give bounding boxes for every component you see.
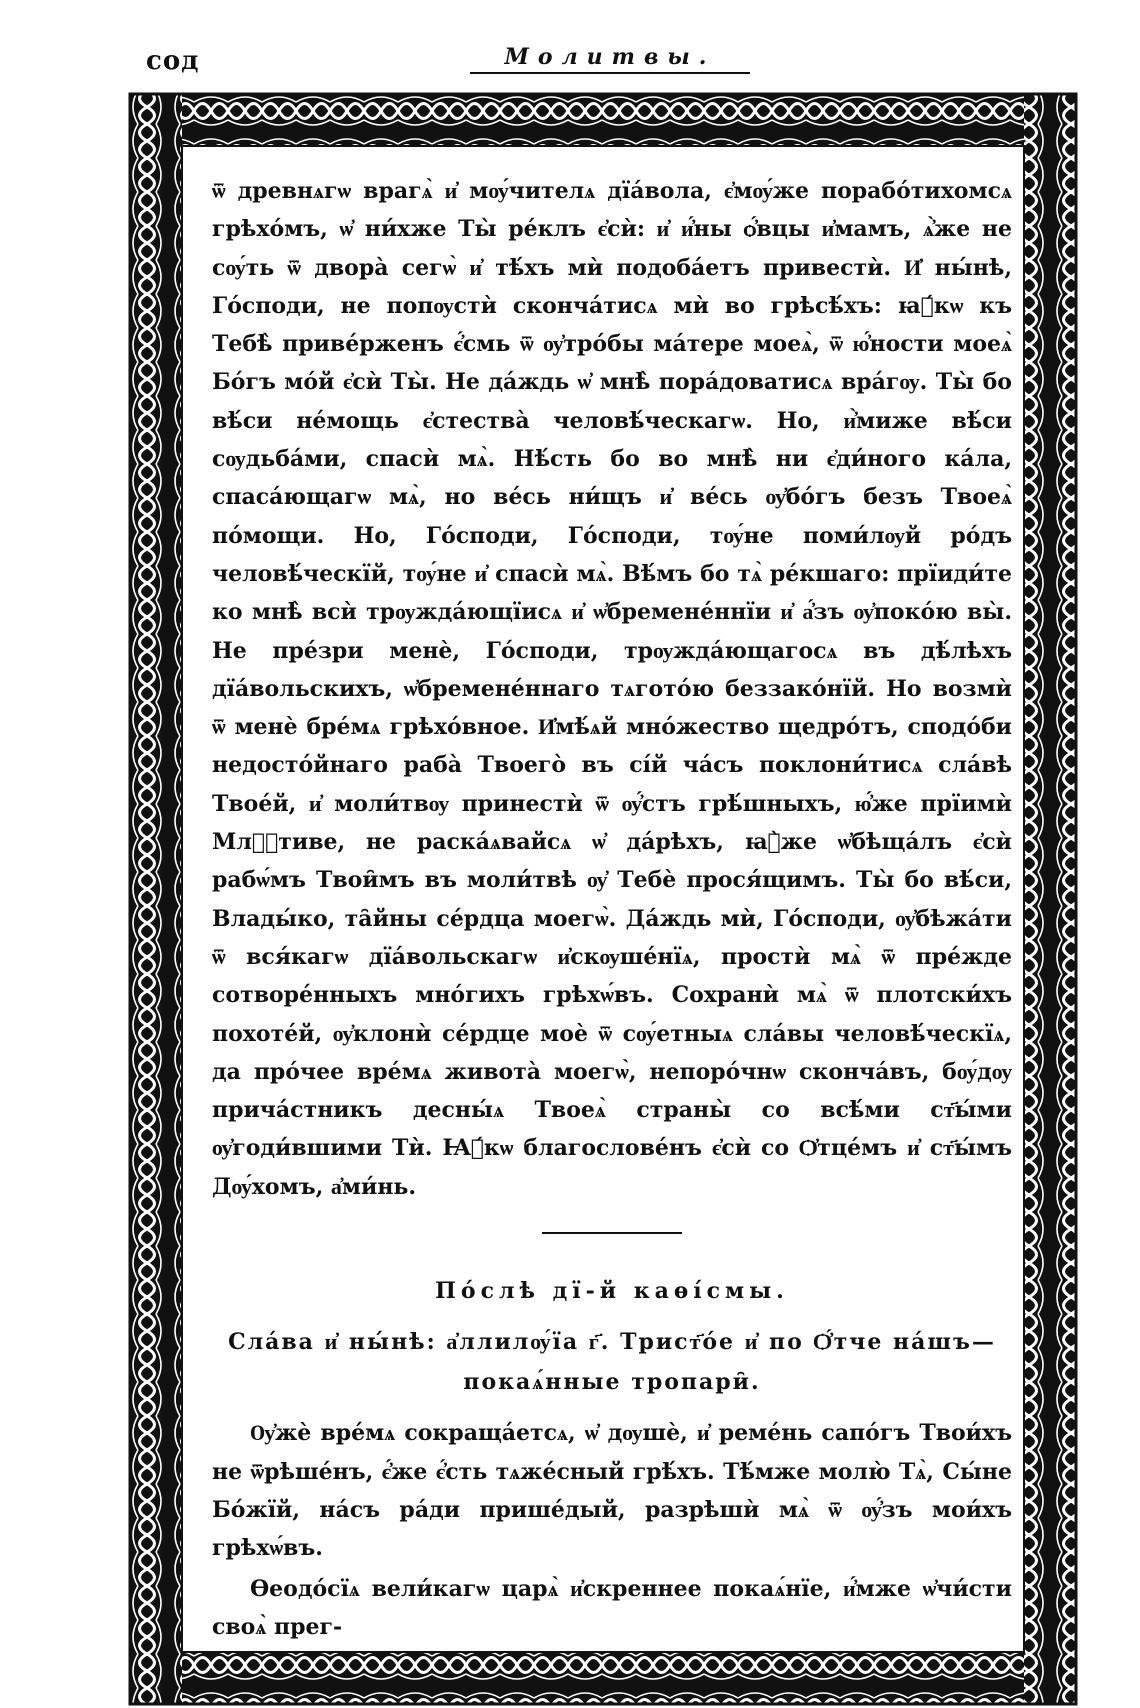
page-number: сод [146, 46, 200, 76]
troparion-2: Ѳеодо́сїѧ вели́кагѡ царѧ̀ и҆скреннее покаѧ́нїе, и҆́мже ѡ҆чи́сти своѧ̀ прег- [212, 1575, 1012, 1640]
running-title: Молитвы. [504, 44, 716, 70]
text-block [212, 172, 1012, 1646]
prayer-text: ѿ древнѧгѡ врагѧ̀ и҆ мѹ́чителѧ дїа́вола, є҆мѹ́же порабо́тихомсѧ грѣхо́мъ, ѡ҆ ни́хже Ты̀ ре́клъ є҆сѝ: и҆ и҆́ны ѻ҆́вцы и҆мамъ, ѧ҆̀же не сѹ́ть ѿ двора̀ сегѡ̀ и҆ тѣ́хъ мѝ подоба́етъ привестѝ. И҆ ны́нѣ, Го́споди, не попѹстѝ сконча́тисѧ мѝ во грѣсѣ́хъ: ꙗ҆́кѡ къ Тебѣ̀ приве́рженъ є҆́смь ѿ ѹ҆тро́бы ма́тере моеѧ̀, ѿ ю҆́ности моеѧ̀ Бо́гъ мо́й є҆сѝ Ты̀. Не да́ждь ѡ҆ мнѣ̀ пора́доватисѧ вра́гѹ. Ты̀ бо вѣ́си не́мощь є҆стества̀ человѣ́ческагѡ. Но, и҆̀миже вѣ́си сѹдьба́ми, спасѝ мѧ̀. Нѣ́сть бо во мнѣ̀ ни є҆ди́ного ка́ла, спаса́ющагѡ мѧ̀, но ве́сь ни́щъ и҆ ве́сь ѹ҆бо́гъ безъ Твоеѧ̀ по́мощи. Но, Го́споди, Го́споди, тѹ́не поми́лѹй ро́дъ человѣ́ческїй, тѹ́не и҆ спасѝ мѧ̀. Вѣ́мъ бо тѧ̀ ре́кшаго: прїиди́те ко мнѣ̀ всѝ трѹжда́ющїисѧ и҆ ѡ҆бремене́ннїи и҆ а҆́зъ ѹ҆поко́ю вы̀. Не пре́зри менѐ, Го́споди, трѹжда́ющагосѧ въ дѣ́лѣхъ дїа́вольскихъ, ѡ҆бремене́ннаго тѧгото́ю беззако́нїй. Но возмѝ ѿ менѐ бре́мѧ грѣхо́вное. И҆мѣ́ѧй мно́жество щедро́тъ, сподо́би недосто́йнаго раба̀ Твоего̀ въ сі́й ча́съ поклони́тисѧ сла́вѣ Твое́й, и҆ моли́твѹ принестѝ ѿ ѹ҆́стъ грѣ́шныхъ, ю҆́же прїимѝ Млⷭ҇тиве, не раска́ѧвайсѧ ѡ҆ да́рѣхъ, ꙗ҆̀же ѡ҆бѣща́лъ є҆сѝ рабѡ́мъ Твои̑мъ въ моли́твѣ ѹ҆ Тебѐ прося́щимъ. Ты̀ бо вѣ́си, Влады́ко, та̑йны се́рдца моегѡ̀. Да́ждь мѝ, Го́споди, ѹ҆бѣжа́ти ѿ вся́кагѡ дїа́вольскагѡ и҆скѹше́нїѧ, простѝ мѧ̀ ѿ пре́жде сотворе́нныхъ мно́гихъ грѣхѡ́въ. Сохранѝ мѧ̀ ѿ плотски́хъ похоте́й, ѹ҆клонѝ се́рдце моѐ ѿ сѹ́етныѧ сла́вы человѣ́ческїѧ, да про́чее вре́мѧ живота̀ моегѡ̀, непоро́чнѡ сконча́въ, бѹ́дѹ прича́стникъ десны́ѧ Твоеѧ̀ страны̀ со всѣ́ми ст҃ы́ми ѹ҆годи́вшими Тѝ. Ꙗ҆́кѡ благослове́нъ є҆сѝ со Ѻ҆тце́мъ и҆ ст҃ы́мъ Дѹ́хомъ, а҆ми́нь. [212, 178, 1012, 1200]
troparion-1: Ѹ҆жѐ вре́мѧ сокраща́етсѧ, ѡ҆ дѹшѐ, и҆ реме́нь сапо́гъ Твои́хъ не ѿрѣше́нъ, є҆́же є҆́сть тѧже́сный грѣ́хъ. Тѣ́мже молю̀ Тѧ̀, Сы́не Бо́жїй, на́съ ра́ди прише́дый, разрѣшѝ мѧ̀ ѿ ѹ҆́зъ мои́хъ грѣхѡ́въ. [212, 1420, 1012, 1562]
rubric: Сла́ва и҆ ны́нѣ: а҆ллилѹ́їа г҃. Трист҃о́е и҆ по Ѻ҆́тче на́шъ— покаѧ́нные тропари̑. [228, 1329, 996, 1396]
section-rule [542, 1232, 682, 1234]
title-rule [470, 72, 750, 74]
section-heading: По́слѣ дї-й каѳі́смы. [435, 1278, 789, 1305]
